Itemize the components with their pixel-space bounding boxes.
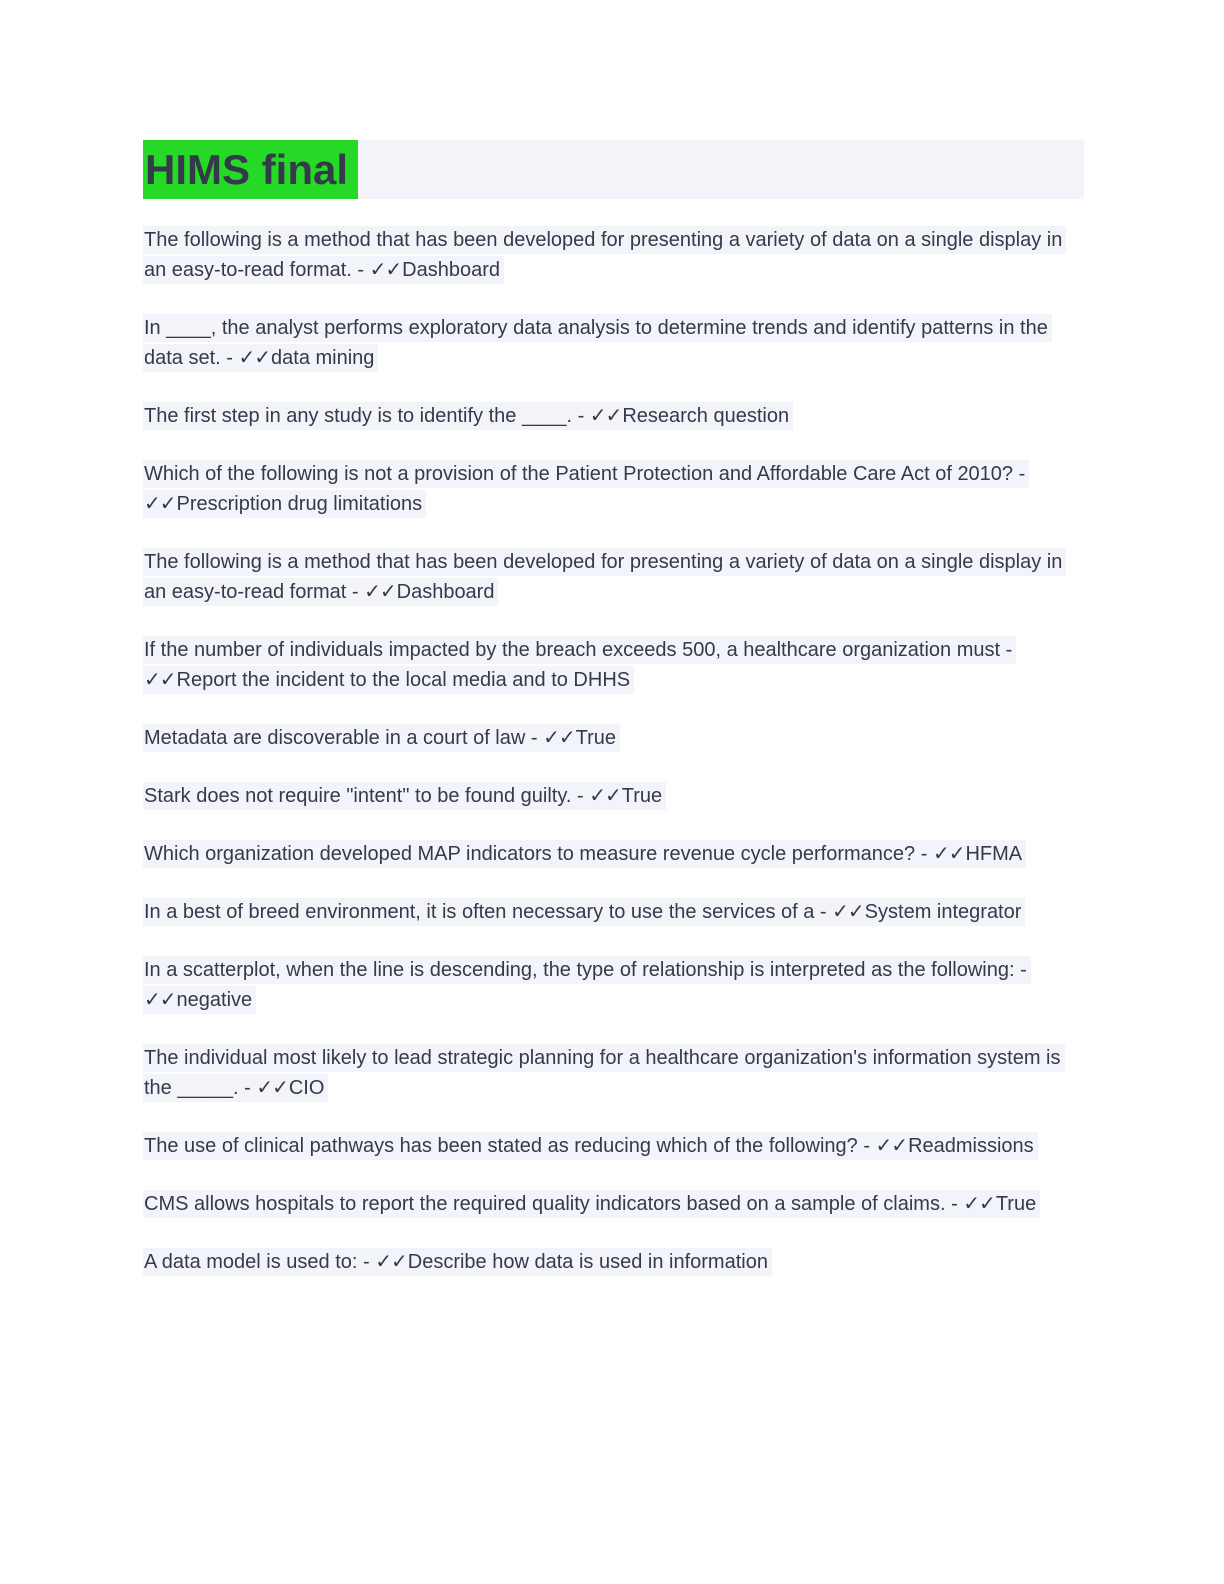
answer-check-marks-icon: ✓✓ [144, 669, 176, 691]
answer-separator: - [814, 901, 833, 923]
question-text: In ____, the analyst performs exploratory data analysis to determine trends and identify patterns in the data set. [144, 317, 1048, 369]
answer-text: Dashboard [402, 259, 501, 281]
answer-check-marks-icon: ✓✓ [256, 1077, 288, 1099]
qa-line-highlight [143, 956, 1031, 1014]
answer-text: Prescription drug limitations [176, 493, 423, 515]
qa-item [143, 225, 1084, 285]
question-text: The first step in any study is to identify the ____. [144, 405, 573, 427]
qa-item [143, 401, 1084, 431]
question-text: If the number of individuals impacted by the breach exceeds 500, a healthcare organization must [144, 639, 1001, 661]
answer-separator: - [238, 1077, 257, 1099]
answer-separator: - [571, 785, 590, 807]
question-text: CMS allows hospitals to report the required quality indicators based on a sample of claims. [144, 1193, 946, 1215]
answer-separator: - [915, 843, 933, 865]
qa-line-highlight [143, 1248, 772, 1276]
answer-text: data mining [271, 347, 375, 369]
answer-text: Readmissions [908, 1135, 1034, 1157]
qa-line-highlight [143, 548, 1066, 606]
question-text: A data model is used to: [144, 1251, 358, 1273]
answer-check-marks-icon: ✓✓ [589, 405, 622, 427]
qa-item [143, 839, 1084, 869]
qa-item [143, 955, 1084, 1015]
answer-text: Research question [622, 405, 790, 427]
qa-line-highlight [143, 898, 1025, 926]
qa-item [143, 635, 1084, 695]
qa-item [143, 459, 1084, 519]
title-green-highlight: HIMS final [143, 140, 358, 199]
answer-text: negative [176, 989, 253, 1011]
qa-line-highlight [143, 840, 1026, 868]
answer-check-marks-icon: ✓✓ [364, 581, 396, 603]
question-text: The individual most likely to lead strategic planning for a healthcare organization's information system is the _____. [144, 1047, 1061, 1099]
answer-text: True [995, 1193, 1037, 1215]
answer-separator: - [220, 347, 239, 369]
answer-check-marks-icon: ✓✓ [963, 1193, 995, 1215]
question-text: The following is a method that has been developed for presenting a variety of data on a single display in an easy-to-read format [144, 551, 1063, 603]
answer-separator: - [857, 1135, 876, 1157]
answer-text: Report the incident to the local media and to DHHS [176, 669, 631, 691]
answer-separator: - [1014, 959, 1027, 981]
answer-separator: - [525, 727, 544, 749]
answer-check-marks-icon: ✓✓ [144, 493, 176, 515]
qa-item [143, 547, 1084, 607]
question-text: In a scatterplot, when the line is descending, the type of relationship is interpreted as the following: [144, 959, 1015, 981]
answer-check-marks-icon: ✓✓ [932, 843, 965, 865]
qa-line-highlight [143, 782, 666, 810]
answer-text: System integrator [864, 901, 1022, 923]
question-text: The following is a method that has been developed for presenting a variety of data on a single display in an easy-to-read format. [144, 229, 1063, 281]
answer-check-marks-icon: ✓✓ [238, 347, 271, 369]
qa-line-highlight [143, 724, 620, 752]
qa-line-highlight [143, 1190, 1040, 1218]
answer-text: True [575, 727, 617, 749]
question-text: Which of the following is not a provision of the Patient Protection and Affordable Care Act of 2010? [144, 463, 1014, 485]
answer-text: Dashboard [396, 581, 495, 603]
question-text: Stark does not require "intent" to be found guilty. [144, 785, 572, 807]
answer-check-marks-icon: ✓✓ [375, 1251, 407, 1273]
qa-item [143, 1131, 1084, 1161]
qa-line-highlight [143, 1132, 1038, 1160]
answer-separator: - [346, 581, 365, 603]
question-text: The use of clinical pathways has been stated as reducing which of the following? [144, 1135, 858, 1157]
answer-check-marks-icon: ✓✓ [543, 727, 575, 749]
page-title [143, 140, 1084, 199]
question-text: Metadata are discoverable in a court of law [144, 727, 526, 749]
answer-text: True [621, 785, 663, 807]
qa-item [143, 1189, 1084, 1219]
answer-separator: - [351, 259, 370, 281]
answer-check-marks-icon: ✓✓ [875, 1135, 908, 1157]
answer-check-marks-icon: ✓✓ [832, 901, 864, 923]
answer-separator: - [1000, 639, 1013, 661]
qa-line-highlight [143, 402, 793, 430]
answer-separator: - [945, 1193, 964, 1215]
answer-separator: - [1013, 463, 1026, 485]
answer-separator: - [572, 405, 590, 427]
qa-line-highlight [143, 226, 1066, 284]
qa-line-highlight [143, 636, 1016, 694]
qa-item [143, 897, 1084, 927]
answer-check-marks-icon: ✓✓ [144, 989, 176, 1011]
question-text: Which organization developed MAP indicators to measure revenue cycle performance? [144, 843, 916, 865]
qa-list [143, 225, 1084, 1277]
qa-line-highlight [143, 1044, 1065, 1102]
question-text: In a best of breed environment, it is often necessary to use the services of a [144, 901, 815, 923]
qa-line-highlight [143, 314, 1052, 372]
answer-check-marks-icon: ✓✓ [369, 259, 402, 281]
qa-item [143, 723, 1084, 753]
qa-item [143, 1043, 1084, 1103]
answer-text: HFMA [965, 843, 1023, 865]
qa-line-highlight [143, 460, 1029, 518]
answer-check-marks-icon: ✓✓ [589, 785, 621, 807]
answer-text: CIO [288, 1077, 325, 1099]
answer-text: Describe how data is used in information [407, 1251, 768, 1273]
qa-item [143, 313, 1084, 373]
qa-item [143, 781, 1084, 811]
answer-separator: - [357, 1251, 376, 1273]
qa-item [143, 1247, 1084, 1277]
